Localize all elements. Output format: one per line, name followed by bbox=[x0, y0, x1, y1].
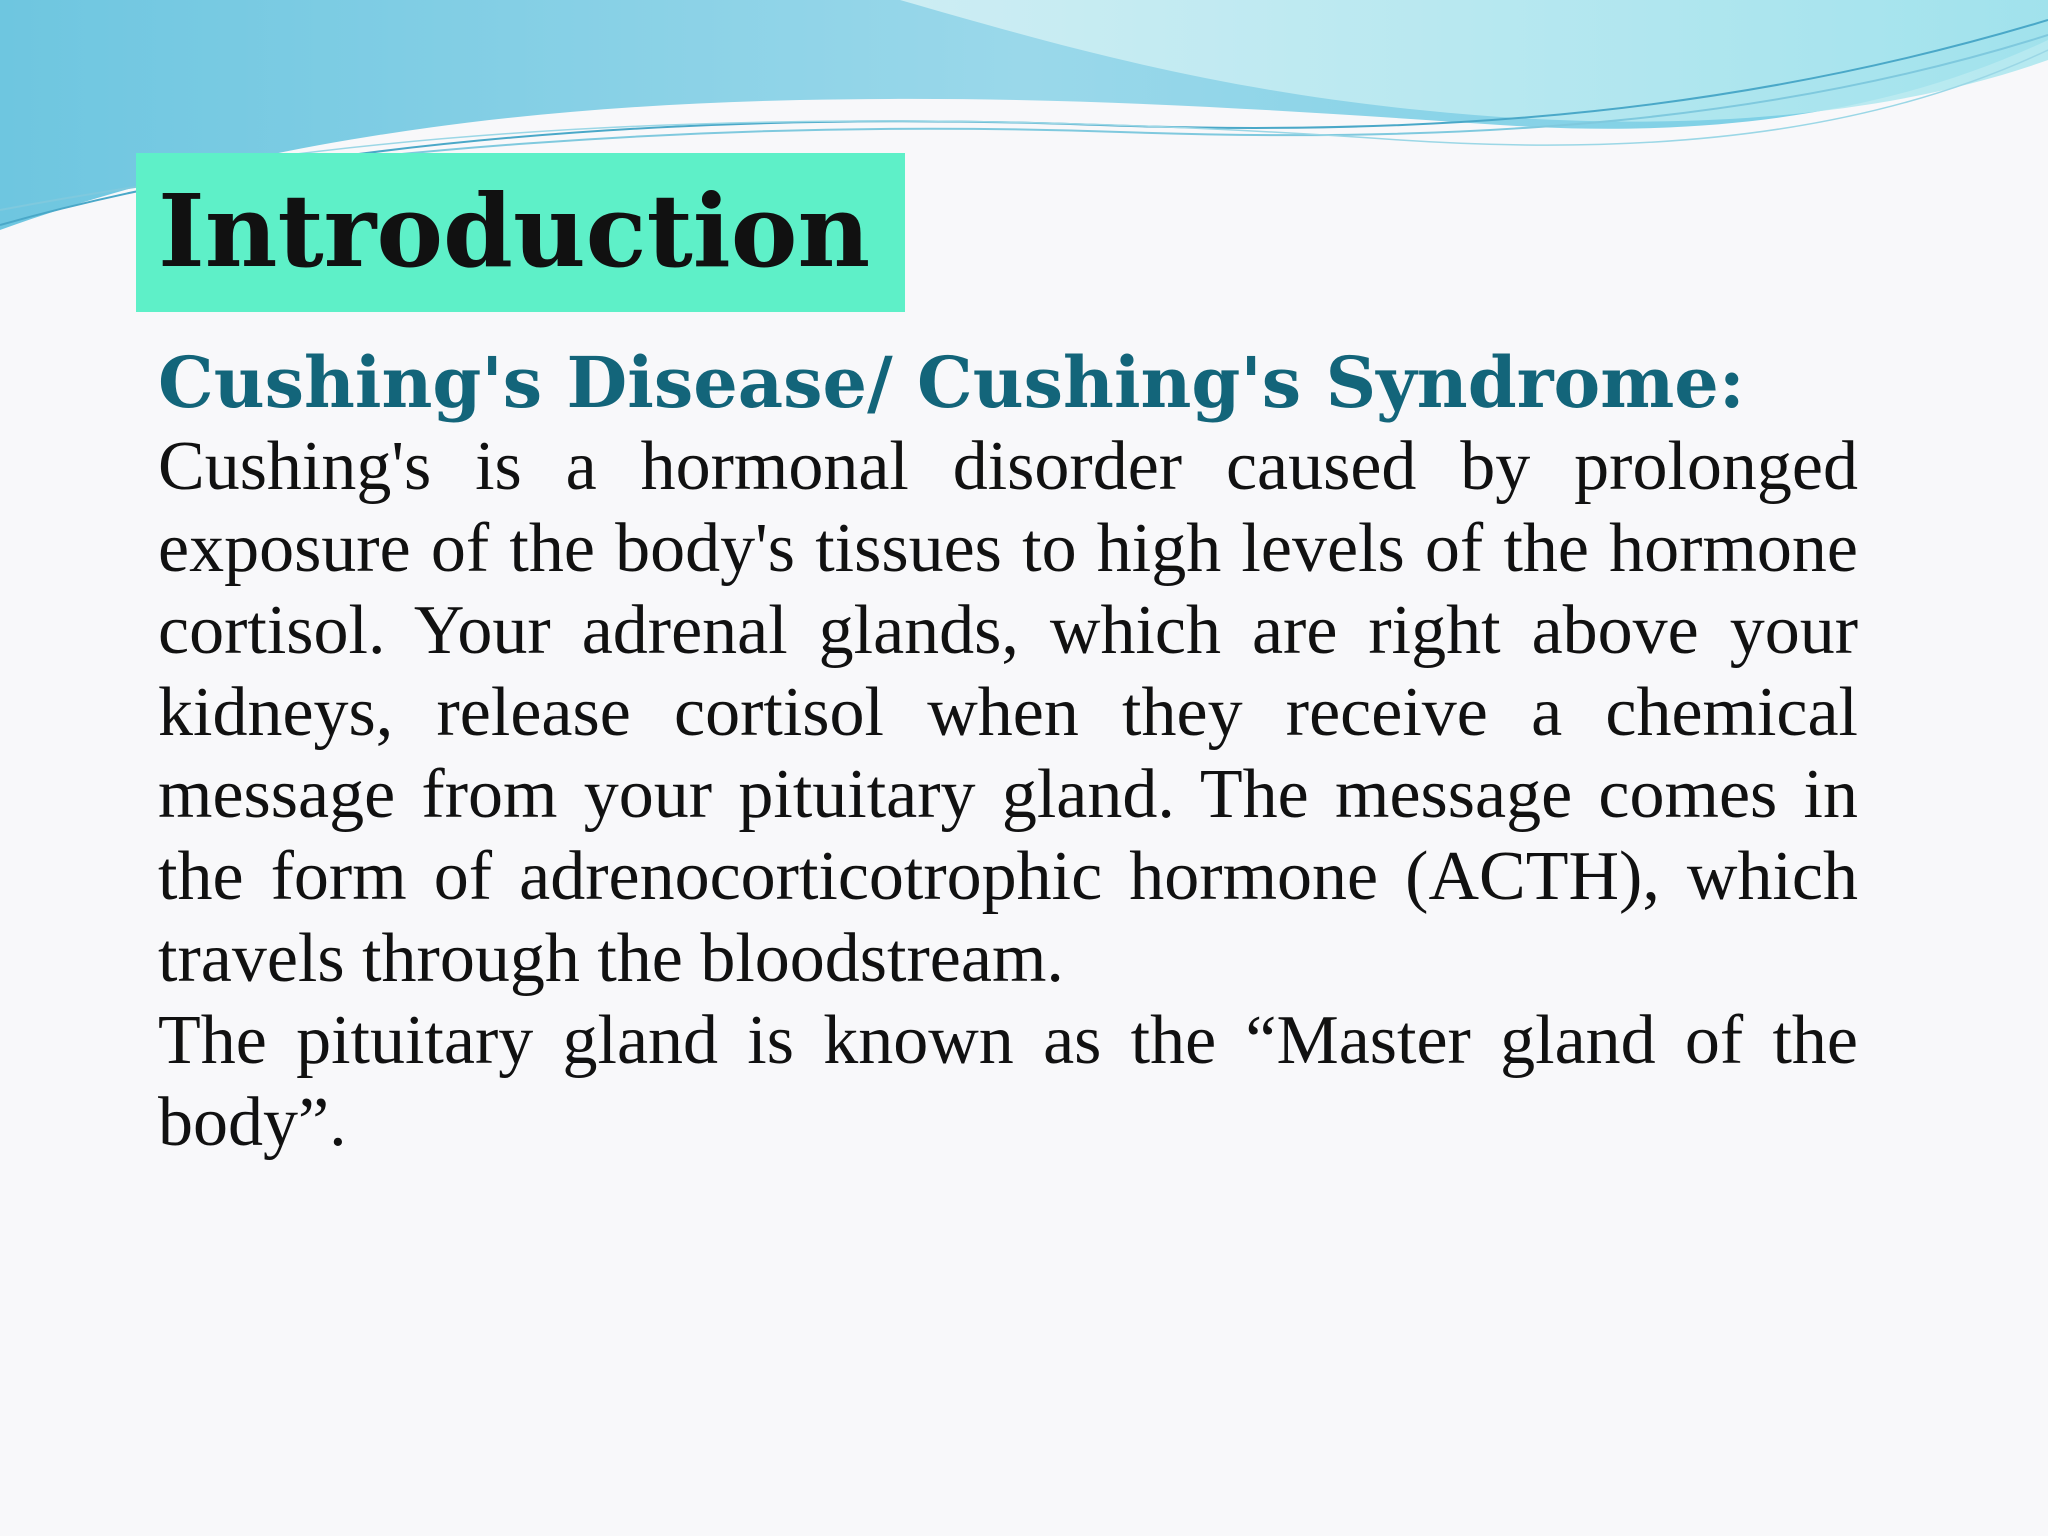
subheading: Cushing's Disease/ Cushing's Syndrome: bbox=[158, 341, 1745, 424]
slide-title: Introduction bbox=[158, 172, 871, 290]
content-area bbox=[158, 340, 1858, 1164]
body-paragraph-2: The pituitary gland is known as the “Master gland of the body”. bbox=[158, 1002, 1858, 1161]
title-box bbox=[136, 153, 905, 312]
body-paragraph-1: Cushing's is a hormonal disorder caused by prolonged exposure of the body's tissues to high levels of the hormone cortisol. Your adrenal glands, which are right above your kidneys, release cortisol when they receive a chemical message from your pituitary gland. The message comes in the form of adrenocorticotrophic hormone (ACTH), which travels through the bloodstream. bbox=[158, 428, 1858, 997]
